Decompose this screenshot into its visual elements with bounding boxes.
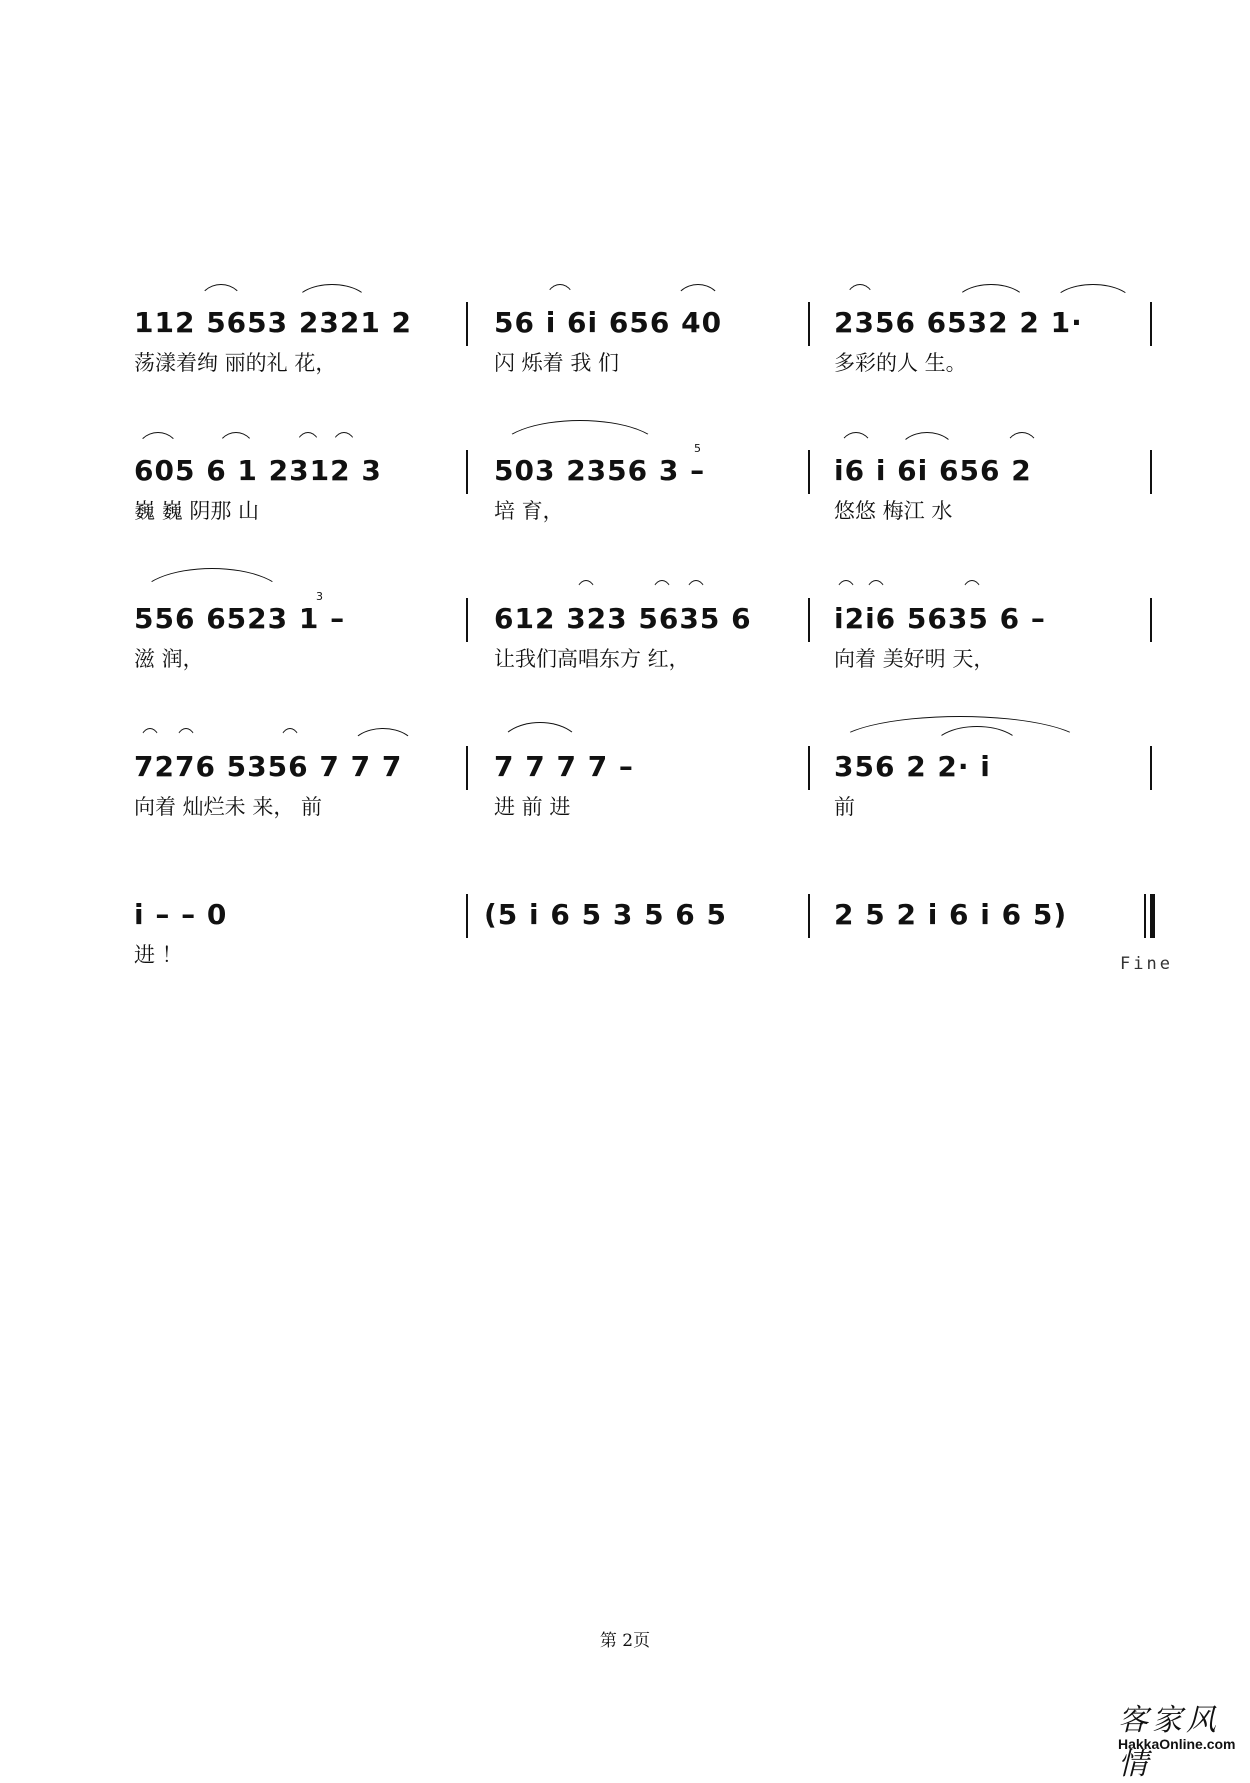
measure-notes: 2 5 2 i 6 i 6 5) [834, 898, 1068, 931]
barline [1144, 894, 1146, 938]
slur [294, 432, 322, 453]
slur [278, 728, 302, 749]
slur [136, 432, 180, 453]
tuplet-mark: 5 [694, 442, 701, 455]
lyric-line: 向着 灿烂未 来， 前 [134, 795, 323, 819]
lyric-line: 巍 巍 阴那 山 [134, 499, 260, 523]
barline [808, 894, 810, 938]
score-system-2 [134, 442, 1154, 564]
measure-notes: 612 323 5635 6 [494, 602, 752, 635]
measure-notes: 7276 5356 7 7 7 [134, 750, 403, 783]
slur [138, 728, 162, 749]
lyric-line: 前 [834, 795, 855, 819]
slur [1052, 284, 1134, 305]
slur [198, 284, 244, 305]
barline [466, 598, 468, 642]
slur [864, 580, 888, 601]
slur [350, 728, 416, 749]
slur [844, 284, 876, 305]
slur [684, 580, 708, 601]
slur [330, 432, 358, 453]
slur [954, 284, 1028, 305]
slur [216, 432, 256, 453]
barline [466, 450, 468, 494]
slur [498, 722, 582, 749]
slur [294, 284, 370, 305]
barline [1150, 450, 1152, 494]
lyric-line: 向着 美好明 天， [834, 647, 995, 671]
slur [834, 580, 858, 601]
fine-marking: Fine [1120, 954, 1173, 974]
barline [466, 302, 468, 346]
slur [898, 432, 956, 453]
watermark-logo: 客家风情 [1118, 1703, 1220, 1782]
measure-notes: 56 i 6i 656 40 [494, 306, 723, 339]
tuplet-mark: 3 [316, 590, 323, 603]
lyric-line: 让我们高唱东方 红， [494, 647, 690, 671]
lyric-line: 进 前 进 [494, 795, 571, 819]
score-system-5 [134, 898, 1154, 1008]
measure-notes: i – – 0 [134, 898, 228, 931]
lyric-line: 培 育， [494, 499, 564, 523]
slur [544, 284, 576, 305]
barline [808, 598, 810, 642]
slur [838, 432, 874, 453]
barline [1150, 302, 1152, 346]
page-number: 第 2页 [599, 1631, 651, 1651]
barline [1150, 598, 1152, 642]
barline [466, 894, 468, 938]
barline [808, 746, 810, 790]
lyric-line: 悠悠 梅江 水 [834, 499, 953, 523]
slur [138, 568, 286, 599]
measure-notes: i2i6 5635 6 – [834, 602, 1046, 635]
measure-notes: i6 i 6i 656 2 [834, 454, 1032, 487]
lyric-line: 荡漾着绚 丽的礼 花， [134, 351, 337, 375]
measure-notes: 112 5653 2321 2 [134, 306, 413, 339]
slur [674, 284, 722, 305]
final-barline [1150, 894, 1155, 938]
measure-notes: (5 i 6 5 3 5 6 5 [484, 898, 728, 931]
measure-notes: 503 2356 3 – [494, 454, 706, 487]
lyric-line: 滋 润， [134, 647, 204, 671]
measure-notes: 7 7 7 7 – [494, 750, 634, 783]
barline [466, 746, 468, 790]
slur [174, 728, 198, 749]
slur [1004, 432, 1040, 453]
measure-notes: 2356 6532 2 1· [834, 306, 1083, 339]
slur [498, 420, 662, 451]
lyric-line: 进 ！ [134, 943, 183, 967]
score-system-4 [134, 750, 1154, 860]
measure-notes: 556 6523 1 – [134, 602, 346, 635]
barline [1150, 746, 1152, 790]
barline [808, 302, 810, 346]
lyric-line: 闪 烁着 我 们 [494, 351, 620, 375]
measure-notes: 356 2 2· i [834, 750, 991, 783]
score-system-3 [134, 590, 1154, 712]
watermark-url: HakkaOnline.com [1118, 1736, 1236, 1752]
measure-notes: 605 6 1 2312 3 [134, 454, 382, 487]
slur [960, 580, 984, 601]
slur [574, 580, 598, 601]
score-system-1 [134, 306, 1154, 416]
slur [650, 580, 674, 601]
lyric-line: 多彩的人 生。 [834, 351, 967, 375]
barline [808, 450, 810, 494]
